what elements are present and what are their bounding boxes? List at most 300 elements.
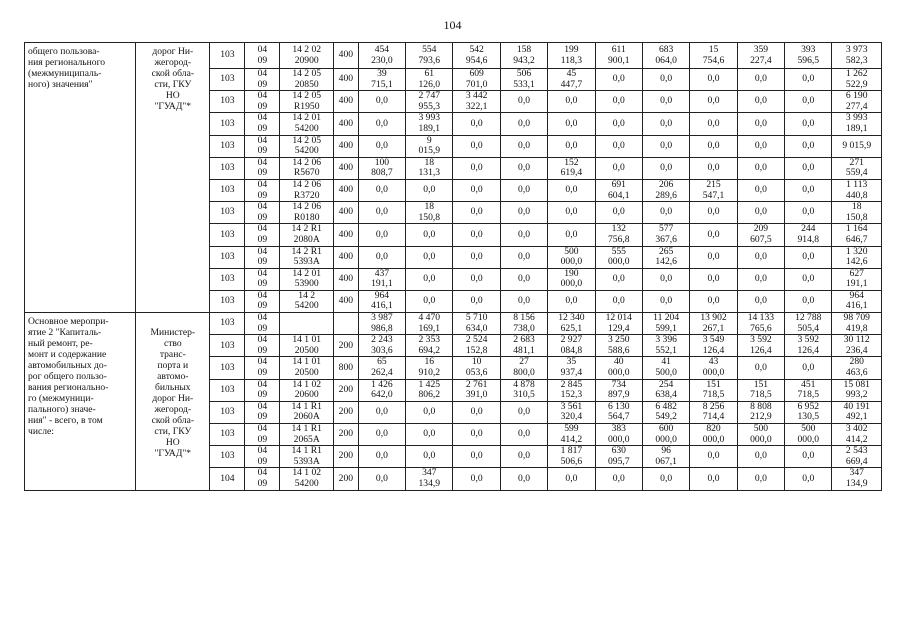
year-value-cell: 3 549 126,4 <box>690 335 737 357</box>
year-value-cell: 0,0 <box>595 468 642 490</box>
year-value-cell: 0,0 <box>500 468 547 490</box>
year-value-cell: 0,0 <box>690 69 737 91</box>
page-number: 104 <box>443 18 462 32</box>
year-value-cell: 0,0 <box>548 135 595 157</box>
expense-type-cell <box>333 313 358 335</box>
year-value-cell: 347 134,9 <box>406 468 453 490</box>
total-value-cell: 1 113 440,8 <box>832 179 882 201</box>
year-value-cell: 0,0 <box>453 424 500 446</box>
year-value-cell: 0,0 <box>785 135 832 157</box>
target-article-cell: 14 2 05 20850 <box>280 69 334 91</box>
year-value-cell: 2 761 391,0 <box>453 379 500 401</box>
year-value-cell: 0,0 <box>737 290 784 312</box>
grbs-cell: 103 <box>210 91 245 113</box>
year-value-cell: 611 900,1 <box>595 43 642 69</box>
year-value-cell: 0,0 <box>500 446 547 468</box>
target-article-cell: 14 2 05 54200 <box>280 135 334 157</box>
year-value-cell: 0,0 <box>595 91 642 113</box>
expense-type-cell: 200 <box>333 446 358 468</box>
year-value-cell: 0,0 <box>785 157 832 179</box>
grbs-cell: 103 <box>210 357 245 379</box>
year-value-cell: 0,0 <box>453 446 500 468</box>
target-article-cell: 14 2 01 54200 <box>280 113 334 135</box>
year-value-cell: 0,0 <box>737 157 784 179</box>
total-value-cell: 30 112 236,4 <box>832 335 882 357</box>
executor-cell: Министер- ство транс- порта и автомо- бильных дорог Ни- жегород- ской обла- сти, ГКУ НО "ГУАД"* <box>136 313 210 491</box>
table-row <box>25 313 882 335</box>
year-value-cell: 542 954,6 <box>453 43 500 69</box>
year-value-cell: 0,0 <box>785 113 832 135</box>
year-value-cell: 0,0 <box>500 268 547 290</box>
section-cell: 04 09 <box>245 246 280 268</box>
year-value-cell: 12 340 625,1 <box>548 313 595 335</box>
year-value-cell: 8 808 212,9 <box>737 401 784 423</box>
year-value-cell: 10 053,6 <box>453 357 500 379</box>
executor-cell: дорог Ни- жегород- ской обла- сти, ГКУ НО "ГУАД"* <box>136 43 210 313</box>
year-value-cell: 65 262,4 <box>358 357 405 379</box>
year-value-cell: 0,0 <box>500 401 547 423</box>
target-article-cell: 14 1 R1 5393A <box>280 446 334 468</box>
expense-type-cell: 200 <box>333 379 358 401</box>
year-value-cell: 0,0 <box>406 179 453 201</box>
year-value-cell: 0,0 <box>737 202 784 224</box>
year-value-cell: 0,0 <box>406 224 453 246</box>
year-value-cell: 383 000,0 <box>595 424 642 446</box>
year-value-cell: 599 414,2 <box>548 424 595 446</box>
year-value-cell: 6 482 549,2 <box>642 401 689 423</box>
year-value-cell: 0,0 <box>358 401 405 423</box>
year-value-cell: 3 561 320,4 <box>548 401 595 423</box>
year-value-cell: 0,0 <box>642 91 689 113</box>
year-value-cell: 15 754,6 <box>690 43 737 69</box>
section-cell: 04 09 <box>245 446 280 468</box>
year-value-cell: 3 993 189,1 <box>406 113 453 135</box>
year-value-cell: 0,0 <box>690 246 737 268</box>
year-value-cell: 18 150,8 <box>406 202 453 224</box>
year-value-cell: 3 592 126,4 <box>785 335 832 357</box>
year-value-cell: 0,0 <box>785 179 832 201</box>
year-value-cell: 0,0 <box>737 446 784 468</box>
year-value-cell: 0,0 <box>642 268 689 290</box>
year-value-cell: 0,0 <box>642 135 689 157</box>
year-value-cell: 0,0 <box>785 69 832 91</box>
year-value-cell: 0,0 <box>406 424 453 446</box>
year-value-cell: 1 425 806,2 <box>406 379 453 401</box>
year-value-cell: 683 064,0 <box>642 43 689 69</box>
grbs-cell: 104 <box>210 468 245 490</box>
year-value-cell: 152 619,4 <box>548 157 595 179</box>
section-cell: 04 09 <box>245 91 280 113</box>
year-value-cell: 6 952 130,5 <box>785 401 832 423</box>
year-value-cell: 18 131,3 <box>406 157 453 179</box>
expense-type-cell: 400 <box>333 135 358 157</box>
target-article-cell: 14 2 06 R0180 <box>280 202 334 224</box>
target-article-cell: 14 1 02 20600 <box>280 379 334 401</box>
year-value-cell: 0,0 <box>595 113 642 135</box>
year-value-cell: 0,0 <box>737 468 784 490</box>
year-value-cell: 0,0 <box>785 268 832 290</box>
expense-type-cell: 200 <box>333 424 358 446</box>
year-value-cell: 0,0 <box>500 224 547 246</box>
total-value-cell: 1 164 646,7 <box>832 224 882 246</box>
target-article-cell: 14 2 05 R1950 <box>280 91 334 113</box>
year-value-cell: 12 788 505,4 <box>785 313 832 335</box>
year-value-cell: 0,0 <box>642 468 689 490</box>
year-value-cell: 244 914,8 <box>785 224 832 246</box>
year-value-cell: 0,0 <box>595 135 642 157</box>
target-article-cell: 14 2 R1 5393A <box>280 246 334 268</box>
year-value-cell: 0,0 <box>548 202 595 224</box>
year-value-cell: 11 204 599,1 <box>642 313 689 335</box>
total-value-cell: 3 993 189,1 <box>832 113 882 135</box>
expense-type-cell: 400 <box>333 69 358 91</box>
year-value-cell: 265 142,6 <box>642 246 689 268</box>
expense-type-cell: 400 <box>333 224 358 246</box>
year-value-cell: 9 015,9 <box>406 135 453 157</box>
year-value-cell: 4 878 310,5 <box>500 379 547 401</box>
year-value-cell: 820 000,0 <box>690 424 737 446</box>
year-value-cell: 0,0 <box>500 135 547 157</box>
grbs-cell: 103 <box>210 179 245 201</box>
grbs-cell: 103 <box>210 268 245 290</box>
year-value-cell: 0,0 <box>690 224 737 246</box>
year-value-cell: 0,0 <box>358 135 405 157</box>
target-article-cell: 14 2 R1 2080A <box>280 224 334 246</box>
year-value-cell: 500 000,0 <box>548 246 595 268</box>
expense-type-cell: 400 <box>333 91 358 113</box>
year-value-cell: 0,0 <box>453 401 500 423</box>
year-value-cell: 3 396 552,1 <box>642 335 689 357</box>
year-value-cell: 0,0 <box>358 246 405 268</box>
target-article-cell: 14 2 06 R5670 <box>280 157 334 179</box>
year-value-cell: 0,0 <box>642 202 689 224</box>
year-value-cell: 0,0 <box>690 446 737 468</box>
year-value-cell: 132 756,8 <box>595 224 642 246</box>
year-value-cell: 0,0 <box>500 179 547 201</box>
year-value-cell: 0,0 <box>453 290 500 312</box>
year-value-cell: 3 987 986,8 <box>358 313 405 335</box>
year-value-cell: 3 442 322,1 <box>453 91 500 113</box>
section-cell: 04 09 <box>245 357 280 379</box>
section-cell: 04 09 <box>245 290 280 312</box>
grbs-cell: 103 <box>210 379 245 401</box>
total-value-cell: 98 709 419,8 <box>832 313 882 335</box>
total-value-cell: 3 973 582,3 <box>832 43 882 69</box>
section-cell: 04 09 <box>245 157 280 179</box>
year-value-cell: 0,0 <box>548 91 595 113</box>
year-value-cell: 0,0 <box>358 224 405 246</box>
year-value-cell: 500 000,0 <box>737 424 784 446</box>
grbs-cell: 103 <box>210 246 245 268</box>
year-value-cell: 0,0 <box>358 446 405 468</box>
year-value-cell: 254 638,4 <box>642 379 689 401</box>
grbs-cell: 103 <box>210 113 245 135</box>
target-article-cell: 14 1 01 20500 <box>280 335 334 357</box>
year-value-cell: 0,0 <box>785 290 832 312</box>
year-value-cell: 609 701,0 <box>453 69 500 91</box>
grbs-cell: 103 <box>210 290 245 312</box>
year-value-cell: 454 230,0 <box>358 43 405 69</box>
year-value-cell: 506 533,1 <box>500 69 547 91</box>
year-value-cell: 600 000,0 <box>642 424 689 446</box>
year-value-cell: 393 596,5 <box>785 43 832 69</box>
total-value-cell: 18 150,8 <box>832 202 882 224</box>
expense-type-cell: 800 <box>333 357 358 379</box>
target-article-cell: 14 2 02 20900 <box>280 43 334 69</box>
event-name-cell: Основное меропри- ятие 2 "Капиталь- ный ремонт, ре- монт и содержание автомобильных до- рог общего пользо- вания регионально- го (межмуници- пального) значе- ния" - всего, в том числе: <box>25 313 136 491</box>
year-value-cell: 0,0 <box>453 135 500 157</box>
year-value-cell: 151 718,5 <box>690 379 737 401</box>
year-value-cell: 554 793,6 <box>406 43 453 69</box>
target-article-cell: 14 1 02 54200 <box>280 468 334 490</box>
expense-type-cell: 400 <box>333 179 358 201</box>
expense-type-cell: 400 <box>333 113 358 135</box>
expense-type-cell: 400 <box>333 268 358 290</box>
year-value-cell: 0,0 <box>406 246 453 268</box>
year-value-cell: 0,0 <box>548 113 595 135</box>
year-value-cell: 0,0 <box>500 157 547 179</box>
year-value-cell: 35 937,4 <box>548 357 595 379</box>
year-value-cell: 0,0 <box>737 135 784 157</box>
year-value-cell: 0,0 <box>690 157 737 179</box>
total-value-cell: 347 134,9 <box>832 468 882 490</box>
section-cell: 04 09 <box>245 401 280 423</box>
year-value-cell: 0,0 <box>595 157 642 179</box>
year-value-cell: 0,0 <box>500 113 547 135</box>
year-value-cell: 0,0 <box>500 424 547 446</box>
year-value-cell: 0,0 <box>358 468 405 490</box>
target-article-cell: 14 1 01 20500 <box>280 357 334 379</box>
budget-table <box>24 42 882 491</box>
year-value-cell: 0,0 <box>642 69 689 91</box>
year-value-cell: 151 718,5 <box>737 379 784 401</box>
year-value-cell: 0,0 <box>737 113 784 135</box>
table-row <box>25 43 882 69</box>
year-value-cell: 0,0 <box>595 290 642 312</box>
year-value-cell: 199 118,3 <box>548 43 595 69</box>
year-value-cell: 0,0 <box>737 69 784 91</box>
year-value-cell: 45 447,7 <box>548 69 595 91</box>
year-value-cell: 0,0 <box>595 69 642 91</box>
expense-type-cell: 400 <box>333 157 358 179</box>
expense-type-cell: 400 <box>333 290 358 312</box>
year-value-cell: 437 191,1 <box>358 268 405 290</box>
year-value-cell: 0,0 <box>548 468 595 490</box>
year-value-cell: 0,0 <box>453 113 500 135</box>
target-article-cell: 14 2 01 53900 <box>280 268 334 290</box>
year-value-cell: 2 353 694,2 <box>406 335 453 357</box>
year-value-cell: 0,0 <box>642 157 689 179</box>
year-value-cell: 0,0 <box>690 268 737 290</box>
year-value-cell: 61 126,0 <box>406 69 453 91</box>
year-value-cell: 40 000,0 <box>595 357 642 379</box>
year-value-cell: 190 000,0 <box>548 268 595 290</box>
year-value-cell: 0,0 <box>737 357 784 379</box>
year-value-cell: 27 800,0 <box>500 357 547 379</box>
year-value-cell: 0,0 <box>595 268 642 290</box>
year-value-cell: 0,0 <box>737 179 784 201</box>
target-article-cell: 14 2 54200 <box>280 290 334 312</box>
total-value-cell: 3 402 414,2 <box>832 424 882 446</box>
year-value-cell: 577 367,6 <box>642 224 689 246</box>
target-article-cell: 14 2 06 R3720 <box>280 179 334 201</box>
expense-type-cell: 400 <box>333 43 358 69</box>
year-value-cell: 0,0 <box>595 202 642 224</box>
section-cell: 04 09 <box>245 268 280 290</box>
year-value-cell: 0,0 <box>406 446 453 468</box>
table-body <box>25 43 882 491</box>
year-value-cell: 96 067,1 <box>642 446 689 468</box>
year-value-cell: 500 000,0 <box>785 424 832 446</box>
year-value-cell: 6 130 564,7 <box>595 401 642 423</box>
grbs-cell: 103 <box>210 224 245 246</box>
year-value-cell: 2 747 955,3 <box>406 91 453 113</box>
expense-type-cell: 200 <box>333 468 358 490</box>
year-value-cell: 8 256 714,4 <box>690 401 737 423</box>
year-value-cell: 2 243 303,6 <box>358 335 405 357</box>
total-value-cell: 15 081 993,2 <box>832 379 882 401</box>
year-value-cell: 0,0 <box>785 202 832 224</box>
year-value-cell: 0,0 <box>548 290 595 312</box>
grbs-cell: 103 <box>210 135 245 157</box>
year-value-cell: 0,0 <box>690 91 737 113</box>
year-value-cell: 12 014 129,4 <box>595 313 642 335</box>
total-value-cell: 9 015,9 <box>832 135 882 157</box>
total-value-cell: 627 191,1 <box>832 268 882 290</box>
year-value-cell: 215 547,1 <box>690 179 737 201</box>
year-value-cell: 0,0 <box>453 224 500 246</box>
year-value-cell: 0,0 <box>737 268 784 290</box>
expense-type-cell: 200 <box>333 401 358 423</box>
year-value-cell: 0,0 <box>453 179 500 201</box>
grbs-cell: 103 <box>210 202 245 224</box>
year-value-cell: 0,0 <box>406 268 453 290</box>
target-article-cell: 14 1 R1 2060A <box>280 401 334 423</box>
year-value-cell: 2 927 084,8 <box>548 335 595 357</box>
total-value-cell: 1 262 522,9 <box>832 69 882 91</box>
year-value-cell: 209 607,5 <box>737 224 784 246</box>
year-value-cell: 2 845 152,3 <box>548 379 595 401</box>
section-cell: 04 09 <box>245 313 280 335</box>
year-value-cell: 206 289,6 <box>642 179 689 201</box>
year-value-cell: 2 524 152,8 <box>453 335 500 357</box>
year-value-cell: 0,0 <box>453 202 500 224</box>
year-value-cell: 0,0 <box>737 91 784 113</box>
year-value-cell: 43 000,0 <box>690 357 737 379</box>
year-value-cell: 16 910,2 <box>406 357 453 379</box>
expense-type-cell: 400 <box>333 246 358 268</box>
year-value-cell: 1 817 506,6 <box>548 446 595 468</box>
year-value-cell: 0,0 <box>690 113 737 135</box>
year-value-cell: 3 592 126,4 <box>737 335 784 357</box>
year-value-cell: 0,0 <box>500 246 547 268</box>
year-value-cell: 1 426 642,0 <box>358 379 405 401</box>
section-cell: 04 09 <box>245 224 280 246</box>
year-value-cell: 0,0 <box>690 135 737 157</box>
total-value-cell: 271 559,4 <box>832 157 882 179</box>
year-value-cell: 0,0 <box>358 113 405 135</box>
section-cell: 04 09 <box>245 424 280 446</box>
year-value-cell: 0,0 <box>690 202 737 224</box>
year-value-cell: 0,0 <box>785 246 832 268</box>
grbs-cell: 103 <box>210 335 245 357</box>
section-cell: 04 09 <box>245 135 280 157</box>
year-value-cell: 4 470 169,1 <box>406 313 453 335</box>
year-value-cell: 158 943,2 <box>500 43 547 69</box>
year-value-cell: 0,0 <box>358 179 405 201</box>
year-value-cell: 100 808,7 <box>358 157 405 179</box>
year-value-cell: 0,0 <box>785 91 832 113</box>
year-value-cell: 0,0 <box>690 290 737 312</box>
total-value-cell: 1 320 142,6 <box>832 246 882 268</box>
expense-type-cell: 400 <box>333 202 358 224</box>
year-value-cell: 0,0 <box>358 424 405 446</box>
section-cell: 04 09 <box>245 202 280 224</box>
year-value-cell: 39 715,1 <box>358 69 405 91</box>
year-value-cell: 41 500,0 <box>642 357 689 379</box>
year-value-cell: 0,0 <box>358 202 405 224</box>
target-article-cell: 14 1 R1 2065A <box>280 424 334 446</box>
year-value-cell: 0,0 <box>642 290 689 312</box>
year-value-cell: 0,0 <box>358 91 405 113</box>
year-value-cell: 0,0 <box>690 468 737 490</box>
section-cell: 04 09 <box>245 468 280 490</box>
year-value-cell: 0,0 <box>548 224 595 246</box>
grbs-cell: 103 <box>210 157 245 179</box>
target-article-cell <box>280 313 334 335</box>
year-value-cell: 0,0 <box>737 246 784 268</box>
year-value-cell: 555 000,0 <box>595 246 642 268</box>
year-value-cell: 451 718,5 <box>785 379 832 401</box>
year-value-cell: 3 250 588,6 <box>595 335 642 357</box>
year-value-cell: 0,0 <box>500 290 547 312</box>
year-value-cell: 0,0 <box>406 290 453 312</box>
grbs-cell: 103 <box>210 69 245 91</box>
section-cell: 04 09 <box>245 113 280 135</box>
year-value-cell: 0,0 <box>453 468 500 490</box>
year-value-cell: 0,0 <box>785 468 832 490</box>
year-value-cell: 0,0 <box>785 446 832 468</box>
section-cell: 04 09 <box>245 43 280 69</box>
section-cell: 04 09 <box>245 179 280 201</box>
year-value-cell: 8 156 738,0 <box>500 313 547 335</box>
year-value-cell: 2 683 481,1 <box>500 335 547 357</box>
year-value-cell: 0,0 <box>548 179 595 201</box>
section-cell: 04 09 <box>245 379 280 401</box>
year-value-cell: 0,0 <box>500 91 547 113</box>
year-value-cell: 0,0 <box>453 246 500 268</box>
section-cell: 04 09 <box>245 335 280 357</box>
total-value-cell: 40 191 492,1 <box>832 401 882 423</box>
year-value-cell: 734 897,9 <box>595 379 642 401</box>
grbs-cell: 103 <box>210 446 245 468</box>
year-value-cell: 691 604,1 <box>595 179 642 201</box>
grbs-cell: 103 <box>210 424 245 446</box>
year-value-cell: 359 227,4 <box>737 43 784 69</box>
grbs-cell: 103 <box>210 43 245 69</box>
year-value-cell: 964 416,1 <box>358 290 405 312</box>
section-cell: 04 09 <box>245 69 280 91</box>
year-value-cell: 14 133 765,6 <box>737 313 784 335</box>
year-value-cell: 630 095,7 <box>595 446 642 468</box>
event-name-cell: общего пользова- ния регионального (межмуниципаль- ного) значения" <box>25 43 136 313</box>
grbs-cell: 103 <box>210 313 245 335</box>
year-value-cell: 0,0 <box>406 401 453 423</box>
year-value-cell: 5 710 634,0 <box>453 313 500 335</box>
year-value-cell: 0,0 <box>785 357 832 379</box>
total-value-cell: 280 463,6 <box>832 357 882 379</box>
total-value-cell: 6 190 277,4 <box>832 91 882 113</box>
